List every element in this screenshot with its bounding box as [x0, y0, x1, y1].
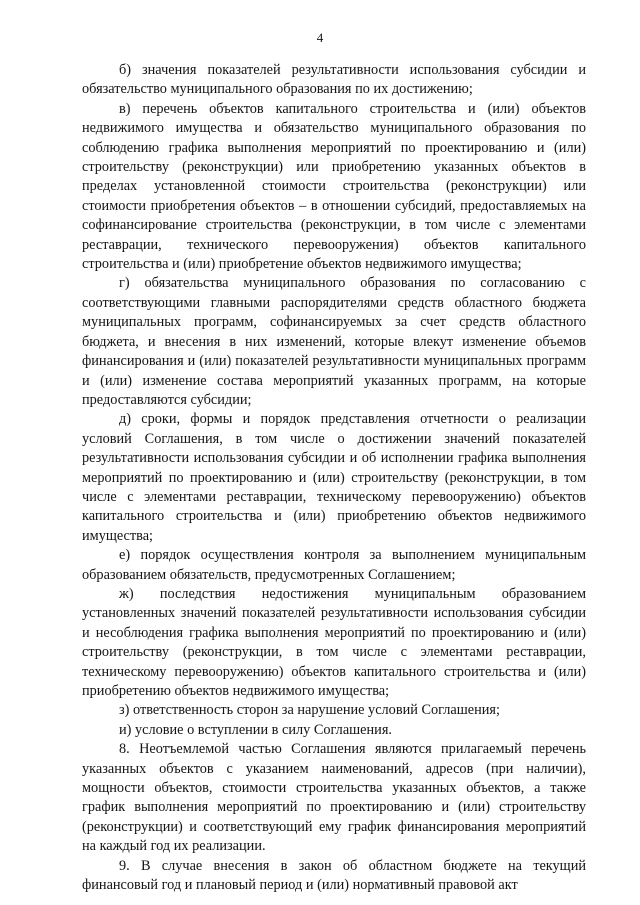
paragraph-d: д) сроки, формы и порядок представления отчетности о реализации условий Соглашения, в том числе о достижении значений показателей результативности использования субсидии и об исполнении графика выполнения мероприятий по проектированию и (или) строительству (реконструкции, в том числе с элементами реставрации, техническому перевооружению) объектов капитального строительства и (или) приобретению объектов недвижимого имущества; — [82, 411, 586, 544]
page-number: 4 — [316, 30, 324, 45]
paragraph-i: и) условие о вступлении в силу Соглашения. — [119, 721, 392, 738]
paragraph-8: 8. Неотъемлемой частью Соглашения являются прилагаемый перечень указанных объектов с указанием наименований, адресов (при наличии), мощности объектов, стоимости строительства указанных объектов, а также график выполнения мероприятий по проектированию и (или) строительству (реконструкции) и соответствующий ему график финансирования мероприятий на каждый год их реализации. — [82, 741, 586, 855]
paragraph-v: в) перечень объектов капитального строительства и (или) объектов недвижимого имущества и обязательство муниципального образования по соблюдению графика выполнения мероприятий по проектированию и (или) строительству (реконструкции) или приобретению указанных объектов в пределах установленной стоимости строительства (реконструкции) или стоимости приобретения объектов – в отношении субсидий, предоставляемых на софинансирование строительства (реконструкции, в том числе с элементами реставрации, технического перевооружения) объектов капитального строительства и (или) приобретение объектов недвижимого имущества; — [82, 100, 586, 273]
paragraph-e: е) порядок осуществления контроля за выполнением муниципальным образованием обязательств, предусмотренных Соглашением; — [82, 547, 586, 583]
paragraph-b: б) значения показателей результативности использования субсидии и обязательство муниципального образования по их достижению; — [82, 62, 586, 98]
document-body — [82, 61, 586, 895]
paragraph-9: 9. В случае внесения в закон об областном бюджете на текущий финансовый год и плановый период и (или) нормативный правовой акт — [82, 857, 586, 894]
paragraph-zh: ж) последствия недостижения муниципальным образованием установленных значений показателей результативности использования субсидии и несоблюдения графика выполнения мероприятий по проектированию и (или) строительству (реконструкции, в том числе с элементами реставрации, техническому перевооружению) объектов капитального строительства и (или) приобретению объектов недвижимого имущества; — [82, 585, 586, 699]
paragraph-z: з) ответственность сторон за нарушение условий Соглашения; — [119, 702, 500, 719]
paragraph-g: г) обязательства муниципального образования по согласованию с соответствующими главными распорядителями средств областного бюджета муниципальных программ, софинансируемых за счет средств областного бюджета, и внесения в них изменений, которые влекут изменение объемов финансирования и (или) показателей результативности муниципальных программ и (или) изменение состава мероприятий указанных программ, на которые предоставляются субсидии; — [82, 275, 586, 408]
